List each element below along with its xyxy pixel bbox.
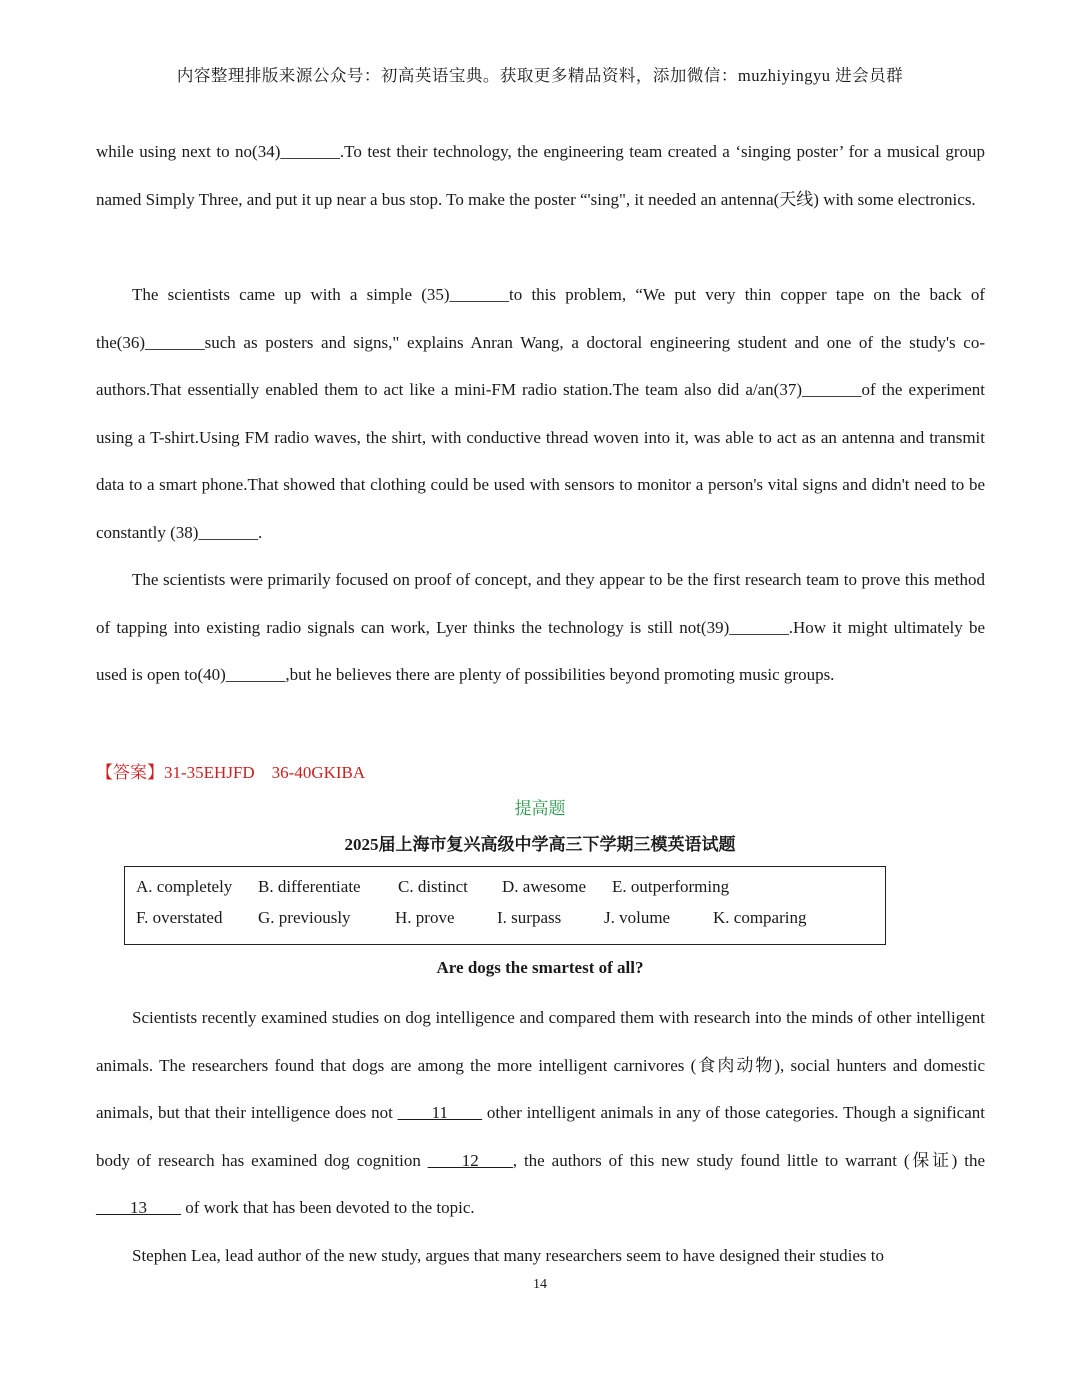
blank-12: ____12____ xyxy=(427,1150,513,1170)
passage2-paragraph-1 xyxy=(96,994,985,1232)
passage1-paragraph-1: while using next to no(34)_______.To test their technology, the engineering team created a ‘singing poster’ for a musical group named Simply Three, and put it up near a bus stop. To make the poster “'sing", it needed an antenna(天线) with some electronics. xyxy=(96,142,985,209)
passage1-paragraph-3-text: The scientists were primarily focused on proof of concept, and they appear to be the first research team to prove this method of tapping into existing radio signals can work, Lyer thinks the technology is still not(39)_______.How it might ultimately be used is open to(40)_______,but he believes there are plenty of possibilities beyond promoting music groups. xyxy=(96,570,985,685)
passage2-paragraph-1-part-d: of work that has been devoted to the topic. xyxy=(181,1198,475,1218)
option-h: H. prove xyxy=(395,908,455,927)
word-bank-box xyxy=(124,866,886,945)
option-g: G. previously xyxy=(258,908,351,927)
option-f: F. overstated xyxy=(136,908,223,927)
passage2-paragraph-1-part-c: , the authors of this new study found little to warrant (保证) the xyxy=(512,1150,985,1170)
passage2-paragraph-1-part-b: other intelligent animals in any of those categories. Though a significant body of research has examined dog cognition xyxy=(96,1103,985,1170)
option-d: D. awesome xyxy=(502,877,587,896)
page-number: 14 xyxy=(533,1277,547,1292)
passage2-title: Are dogs the smartest of all? xyxy=(436,958,644,977)
option-e: E. outperforming xyxy=(612,877,730,896)
option-k: K. comparing xyxy=(713,908,807,927)
passage1-paragraph-2-text: The scientists came up with a simple (35)_______to this problem, “We put very thin copper tape on the back of the(36)_______such as posters and signs," explains Anran Wang, a doctoral engineering student and one of the study's co-authors.That essentially enabled them to act like a mini-FM radio station.The team also did a/an(37)_______of the experiment using a T-shirt.Using FM radio waves, the shirt, with conductive thread woven into it, was able to act as an antenna and transmit data to a smart phone.That showed that clothing could be used with sensors to monitor a person's vital signs and didn't need to be constantly (38)_______. xyxy=(96,285,985,542)
option-j: J. volume xyxy=(604,908,671,927)
passage1-paragraph-3 xyxy=(96,556,985,699)
option-b: B. differentiate xyxy=(258,877,361,896)
exam-title: 2025届上海市复兴高级中学高三下学期三模英语试题 xyxy=(344,835,736,854)
blank-13: ____13____ xyxy=(96,1198,181,1218)
passage1-paragraph-2 xyxy=(96,271,985,557)
passage2-paragraph-2 xyxy=(96,1232,985,1280)
passage2-paragraph-1-part-a: Scientists recently examined studies on dog intelligence and compared them with research into the minds of other intelligent animals. The researchers found that dogs are among the more intelligent carnivores (食肉动物), social hunters and domestic animals, but that their intelligence does not xyxy=(96,1008,985,1123)
section-label: 提高题 xyxy=(514,799,566,818)
blank-11: ____11____ xyxy=(397,1103,483,1123)
option-i: I. surpass xyxy=(497,908,562,927)
answer-key: 【答案】31-35EHJFD 36-40GKIBA xyxy=(96,763,366,782)
page-header-source-note: 内容整理排版来源公众号：初高英语宝典。获取更多精品资料，添加微信：muzhiyingyu 进会员群 xyxy=(176,66,904,85)
option-c: C. distinct xyxy=(398,877,468,896)
passage2-paragraph-2-text: Stephen Lea, lead author of the new study, argues that many researchers seem to have designed their studies to xyxy=(132,1246,885,1265)
option-a: A. completely xyxy=(136,877,233,896)
